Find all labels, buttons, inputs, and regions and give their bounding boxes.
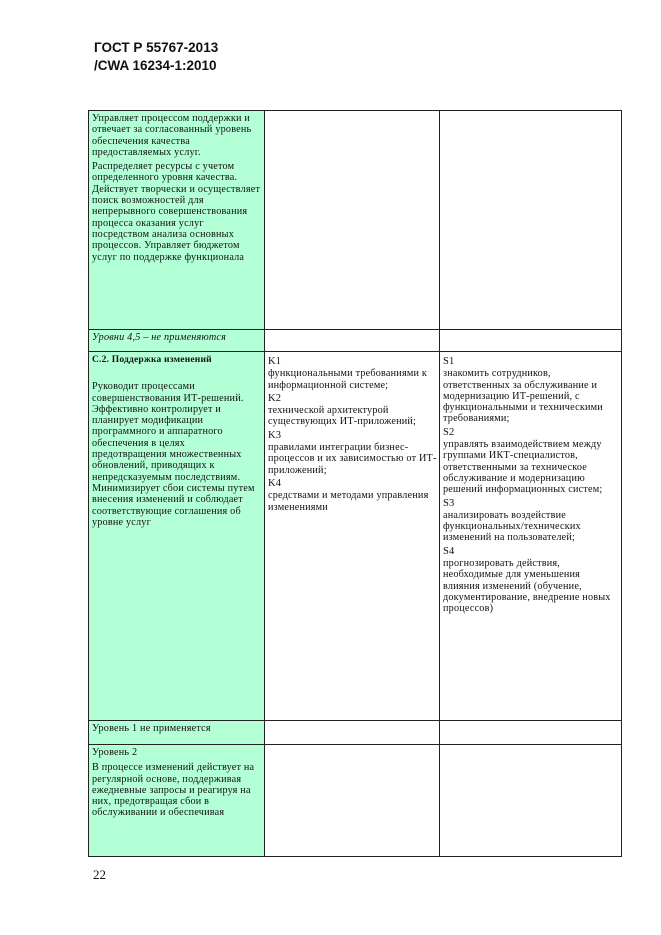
skill-text: управлять взаимодействием между группами ИКТ-специалистов, ответственными за техническое обслуживание и модернизацию решений информационных систем;	[443, 439, 603, 496]
table-row	[89, 721, 622, 745]
empty-cell	[440, 721, 622, 745]
description-paragraph: Распределяет ресурсы с учетом определенного уровня качества. Действует творчески и осуществляет поиск возможностей для непрерывного совершенствования процесса оказания услуг посредством анализа основных процессов. Управляет бюджетом услуг по поддержке функционала	[92, 161, 261, 263]
level-2-text: В процессе изменений действует на регулярной основе, поддерживая ежедневные запросы и реагируя на них, предотвращая сбои в обслуживании и обеспечивая	[92, 762, 255, 819]
skill-code: S2	[443, 426, 455, 438]
empty-cell	[440, 745, 622, 857]
knowledge-code: K2	[268, 392, 282, 404]
levels-not-applicable: Уровни 4,5 – не применяются	[89, 330, 265, 352]
knowledge-cell	[265, 111, 440, 330]
table-row	[89, 330, 622, 352]
knowledge-code: K1	[268, 356, 282, 367]
section-title: С.2. Поддержка изменений	[92, 355, 212, 365]
level-1-not-applicable: Уровень 1 не применяется	[89, 721, 265, 745]
knowledge-cell	[265, 352, 440, 721]
knowledge-text: функциональными требованиями к информационной системе;	[268, 368, 428, 391]
empty-cell	[265, 721, 440, 745]
competence-table	[88, 110, 622, 857]
description-paragraph: Управляет процессом поддержки и отвечает за согласованный уровень обеспечения качества предоставляемых услуг.	[92, 113, 252, 158]
knowledge-text: средствами и методами управления изменениями	[268, 490, 429, 513]
standard-cwa-number: /CWA 16234-1:2010	[94, 58, 217, 73]
document-header	[94, 39, 218, 75]
table-row	[89, 111, 622, 330]
skill-code: S3	[443, 497, 455, 509]
table-row	[89, 745, 622, 857]
skill-text: анализировать воздействие функциональных/технических изменений на пользователей;	[443, 509, 581, 544]
skills-cell	[440, 111, 622, 330]
empty-cell	[265, 330, 440, 352]
competence-description-cell	[89, 352, 265, 721]
standard-number: ГОСТ Р 55767-2013	[94, 40, 219, 55]
level-2-title: Уровень 2	[92, 747, 138, 758]
knowledge-text: правилами интеграции бизнес-процессов и их зависимостью от ИТ-приложений;	[268, 442, 437, 476]
page-number: 22	[93, 867, 106, 882]
knowledge-text: технической архитектурой существующих ИТ-приложений;	[268, 405, 417, 428]
empty-cell	[440, 330, 622, 352]
skill-text: знакомить сотрудников, ответственных за обслуживание и модернизацию ИТ-решений, с функциональными и техническими требованиями;	[443, 368, 603, 425]
empty-cell	[265, 745, 440, 857]
level-description-cell	[89, 111, 265, 330]
competence-description: Руководит процессами совершенствования ИТ-решений. Эффективно контролирует и планирует модификации программного и аппаратного обеспечения в целях предотвращения множественных обновлений, приводящих к непредсказуемым последствиям. Минимизирует сбои системы путем внесения изменений и соблюдает соответствующие соглашения об уровне услуг	[92, 381, 255, 528]
skill-text: прогнозировать действия, необходимые для уменьшения влияния изменений (обучение, документирование, внедрение новых процессов)	[443, 558, 611, 615]
level-2-description-cell	[89, 745, 265, 857]
skill-code: S1	[443, 356, 455, 367]
knowledge-code: K3	[268, 429, 282, 441]
knowledge-code: K4	[268, 477, 282, 489]
table-row	[89, 352, 622, 721]
skills-cell	[440, 352, 622, 721]
skill-code: S4	[443, 545, 455, 557]
